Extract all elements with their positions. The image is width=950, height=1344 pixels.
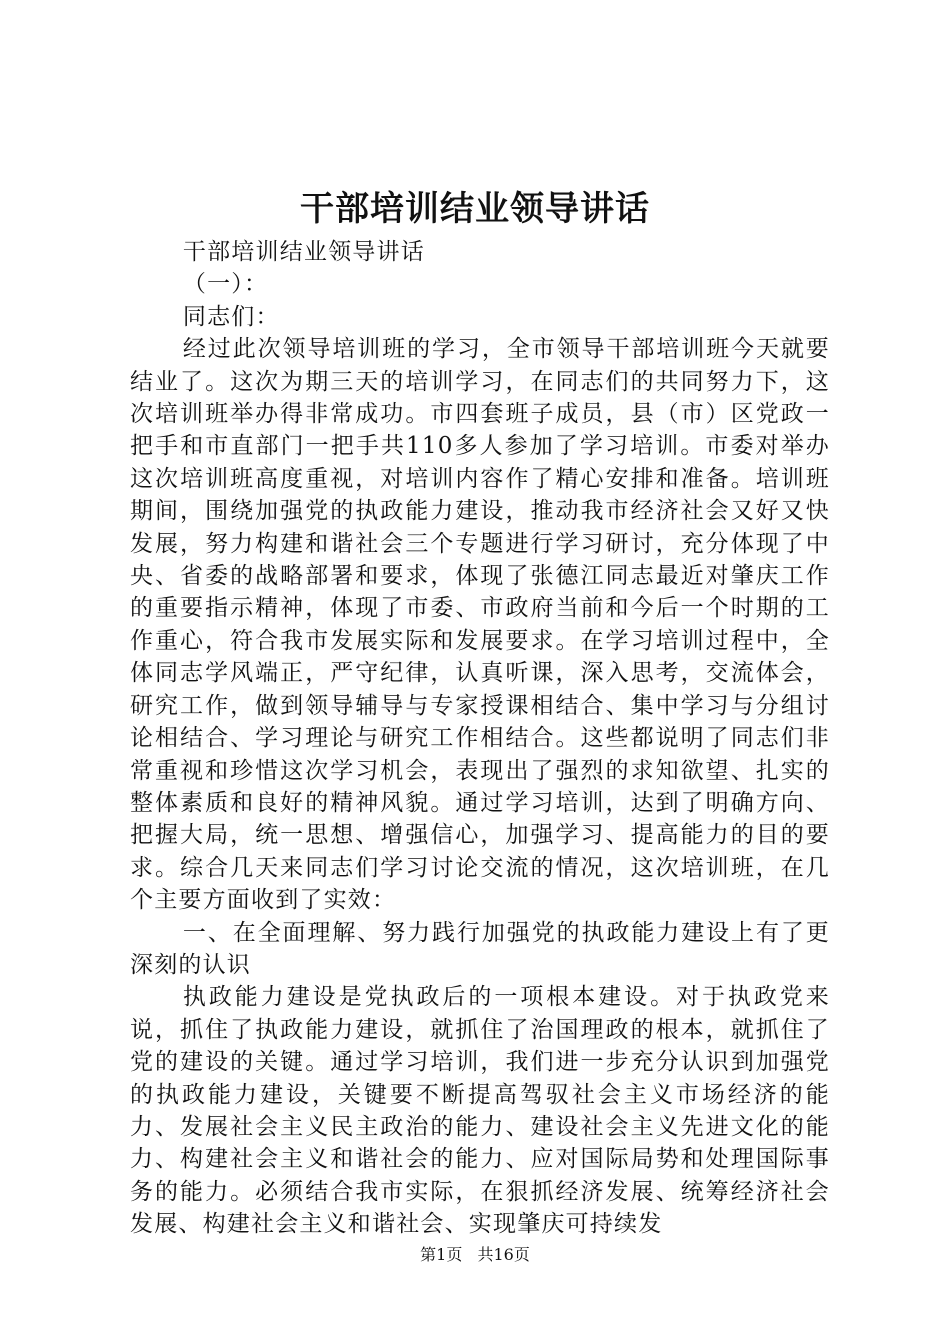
body-paragraph: 经过此次领导培训班的学习，全市领导干部培训班今天就要结业了。这次为期三天的培训学习，在同志们的共同努力下，这次培训班举办得非常成功。市四套班子成员，县（市）区党政一把手和市直部门一把手共110多人参加了学习培训。市委对举办这次培训班高度重视，对培训内容作了精心安排和准备。培训班期间，围绕加强党的执政能力建设，推动我市经济社会又好又快发展，努力构建和谐社会三个专题进行学习研讨，充分体现了中央、省委的战略部署和要求，体现了张德江同志最近对肇庆工作的重要指示精神，体现了市委、市政府当前和今后一个时期的工作重心，符合我市发展实际和发展要求。在学习培训过程中，全体同志学风端正，严守纪律，认真听课，深入思考，交流体会，研究工作，做到领导辅导与专家授课相结合、集中学习与分组讨论相结合、学习理论与研究工作相结合。这些都说明了同志们非常重视和珍惜这次学习机会，表现出了强烈的求知欲望、扎实的整体素质和良好的精神风貌。通过学习培训，达到了明确方向、把握大局，统一思想、增强信心，加强学习、提高能力的目的要求。综合几天来同志们学习讨论交流的情况，这次培训班，在几个主要方面收到了实效： (130, 336, 830, 914)
page-number: 第1页 (420, 1245, 463, 1264)
section-marker: （一）： (182, 271, 269, 298)
body-paragraph: 执政能力建设是党执政后的一项根本建设。对于执政党来说，抓住了执政能力建设，就抓住了治国理政的根本，就抓住了党的建设的关键。通过学习培训，我们进一步充分认识到加强党的执政能力建设，关键要不断提高驾驭社会主义市场经济的能力、发展社会主义民主政治的能力、建设社会主义先进文化的能力、构建社会主义和谐社会的能力、应对国际局势和处理国际事务的能力。必须结合我市实际，在狠抓经济发展、统筹经济社会发展、构建社会主义和谐社会、实现肇庆可持续发 (130, 984, 830, 1238)
subtitle-paragraph: 干部培训结业领导讲话 (182, 239, 425, 265)
document-body (130, 236, 830, 1241)
document-title: 干部培训结业领导讲话 (300, 189, 650, 229)
salutation: 同志们： (182, 303, 280, 330)
page-total: 共16页 (477, 1245, 530, 1264)
page-footer (0, 1244, 950, 1266)
section-heading: 一、在全面理解、努力践行加强党的执政能力建设上有了更深刻的认识 (130, 919, 830, 978)
